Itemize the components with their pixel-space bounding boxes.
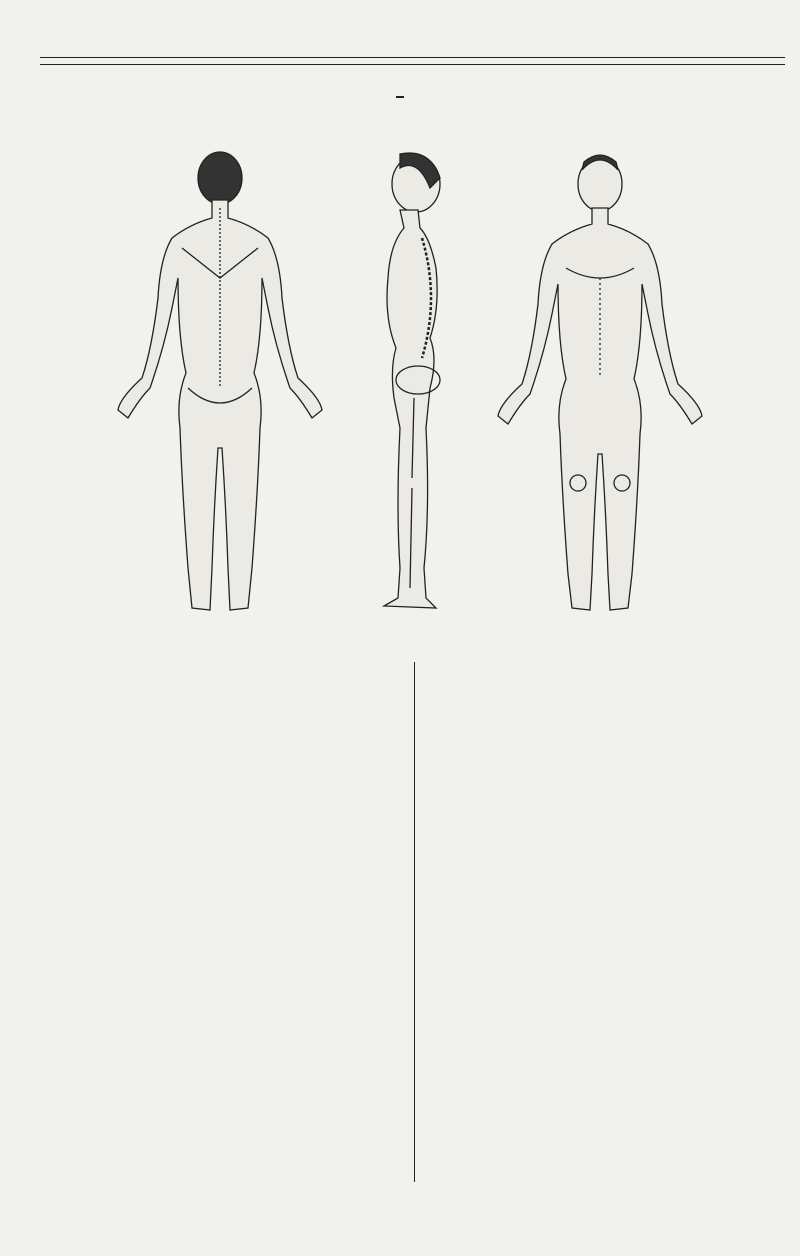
header-rule [40, 57, 785, 58]
sheet-title [0, 74, 800, 97]
column-divider [414, 662, 415, 1182]
side-view-figure [384, 153, 440, 608]
figure-drawing [100, 148, 720, 624]
front-view-figure [498, 155, 702, 610]
back-view-figure [118, 152, 322, 610]
header-rule-2 [40, 64, 785, 65]
anatomical-figure [100, 148, 720, 624]
page-header [40, 28, 785, 56]
